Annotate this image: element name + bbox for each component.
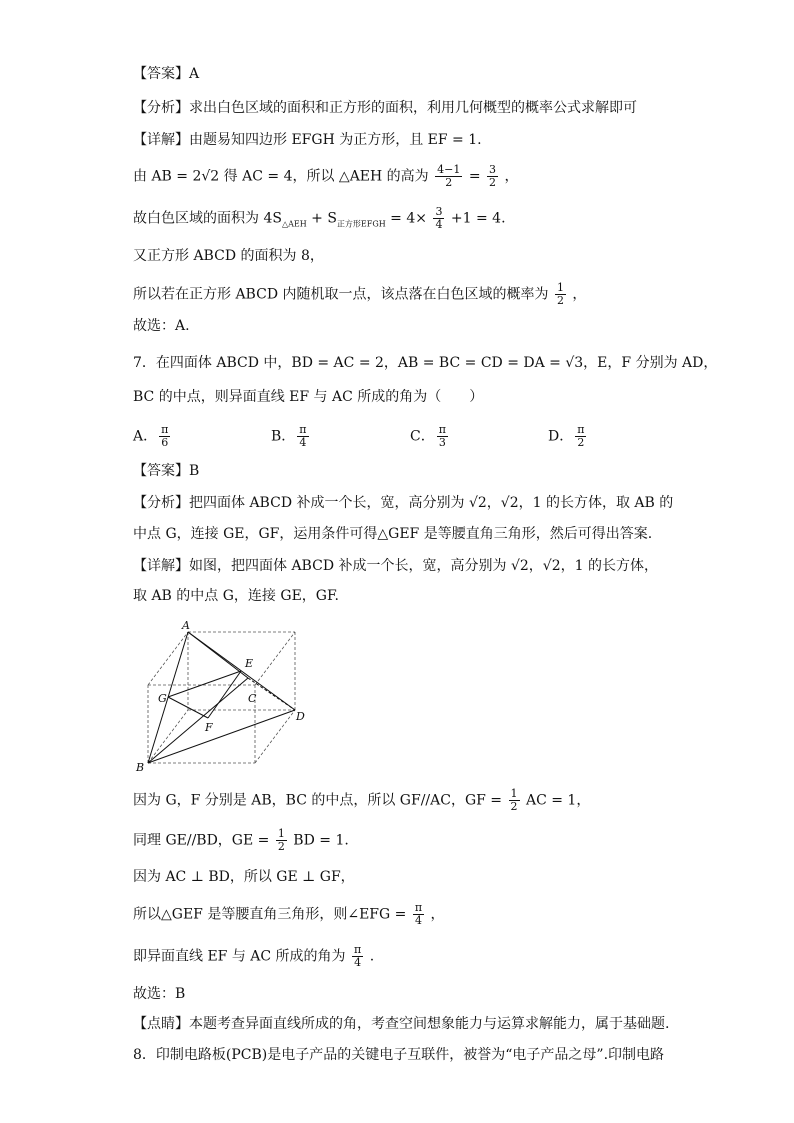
fraction: $\frac{1}{2}$ (277, 827, 285, 853)
q7-choice: 故选：B (133, 986, 186, 1002)
q7-reason-2: 同理 GE//BD，GE = $\frac{1}{2}$ BD = 1. (133, 827, 349, 853)
svg-text:F: F (205, 721, 213, 734)
q7-reason-1: 因为 G，F 分别是 AB，BC 的中点，所以 GF//AC，GF = $\frac{1}{2}$ AC = 1， (133, 787, 591, 813)
q7-reason-5: 即异面直线 EF 与 AC 所成的角为 $\frac{\pi}{4}$ . (133, 943, 375, 969)
q7-reason-3: 因为 AC ⊥ BD，所以 GE ⊥ GF， (133, 869, 355, 885)
q6-answer: 【答案】A (133, 66, 200, 82)
fraction: $\frac{4-1}{2}$ (437, 163, 461, 189)
q6-detail-1: 【详解】由题易知四边形 EFGH 为正方形，且 EF = 1. (133, 132, 482, 148)
q6-detail-3: 故白色区域的面积为 $4S_{\triangle AEH} + S_{正方形EFGH} = 4\times$ $\frac{3}{4}$ +1 = 4. (133, 205, 506, 231)
svg-text:A: A (182, 619, 190, 632)
fraction: $\frac{1}{2}$ (556, 281, 564, 307)
q7-stem-line-1: 7．在四面体 ABCD 中，BD = AC = 2，AB = BC = CD = DA = √3，E，F 分别为 AD， (133, 355, 718, 371)
svg-text:C: C (248, 692, 257, 705)
svg-text:E: E (245, 657, 254, 670)
q7-option-d: D． $\frac{\pi}{2}$ (548, 423, 585, 449)
fraction: $\frac{3}{4}$ (435, 205, 443, 231)
q7-analysis-1: 【分析】把四面体 ABCD 补成一个长，宽，高分别为 √2，√2，1 的长方体，取 AB 的 (133, 495, 674, 511)
q7-option-b: B． $\frac{\pi}{4}$ (271, 423, 307, 449)
q6-choice: 故选：A. (133, 318, 190, 334)
q7-answer: 【答案】B (133, 463, 200, 479)
svg-text:G: G (158, 692, 167, 705)
q7-option-a: A． $\frac{\pi}{6}$ (133, 423, 169, 449)
q6-analysis: 【分析】求出白色区域的面积和正方形的面积，利用几何概型的概率公式求解即可 (133, 100, 637, 116)
fraction: $\frac{\pi}{4}$ (354, 943, 362, 969)
q7-option-c: C． $\frac{\pi}{3}$ (410, 423, 446, 449)
q7-stem-line-2: BC 的中点，则异面直线 EF 与 AC 所成的角为（ ） (133, 389, 484, 405)
fraction: $\frac{1}{2}$ (510, 787, 518, 813)
q6-detail-5: 所以若在正方形 ABCD 内随机取一点，该点落在白色区域的概率为 $\frac{1}{2}$ ， (133, 281, 587, 307)
fraction: $\frac{3}{2}$ (489, 163, 496, 189)
q7-comment: 【点睛】本题考查异面直线所成的角，考查空间想象能力与运算求解能力，属于基础题. (133, 1016, 670, 1032)
q8-stem-line-1: 8．印制电路板(PCB)是电子产品的关键电子互联件，被誉为“电子产品之母”.印制电路 (133, 1047, 665, 1063)
fraction: $\frac{\pi}{4}$ (414, 901, 423, 927)
q7-detail-2: 取 AB 的中点 G，连接 GE，GF. (133, 588, 339, 604)
svg-text:D: D (296, 710, 305, 723)
tetrahedron-box-figure (128, 618, 313, 773)
q7-detail-1: 【详解】如图，把四面体 ABCD 补成一个长，宽，高分别为 √2，√2，1 的长方体， (133, 558, 658, 574)
q6-detail-2: 由 AB = 2√2 得 AC = 4，所以 △AEH 的高为 $\frac{4-1}{2}$ = $\frac{3}{2}$ ， (133, 163, 519, 189)
q6-detail-2-text: 由 AB = 2√2 得 AC = 4，所以 △AEH 的高为 (133, 168, 429, 185)
q7-reason-4: 所以△GEF 是等腰直角三角形，则∠EFG = $\frac{\pi}{4}$ ， (133, 901, 445, 927)
q7-analysis-2: 中点 G，连接 GE，GF，运用条件可得△GEF 是等腰直角三角形，然后可得出答案. (133, 526, 653, 542)
q6-detail-4: 又正方形 ABCD 的面积为 8， (133, 248, 324, 264)
svg-text:B: B (136, 761, 145, 773)
